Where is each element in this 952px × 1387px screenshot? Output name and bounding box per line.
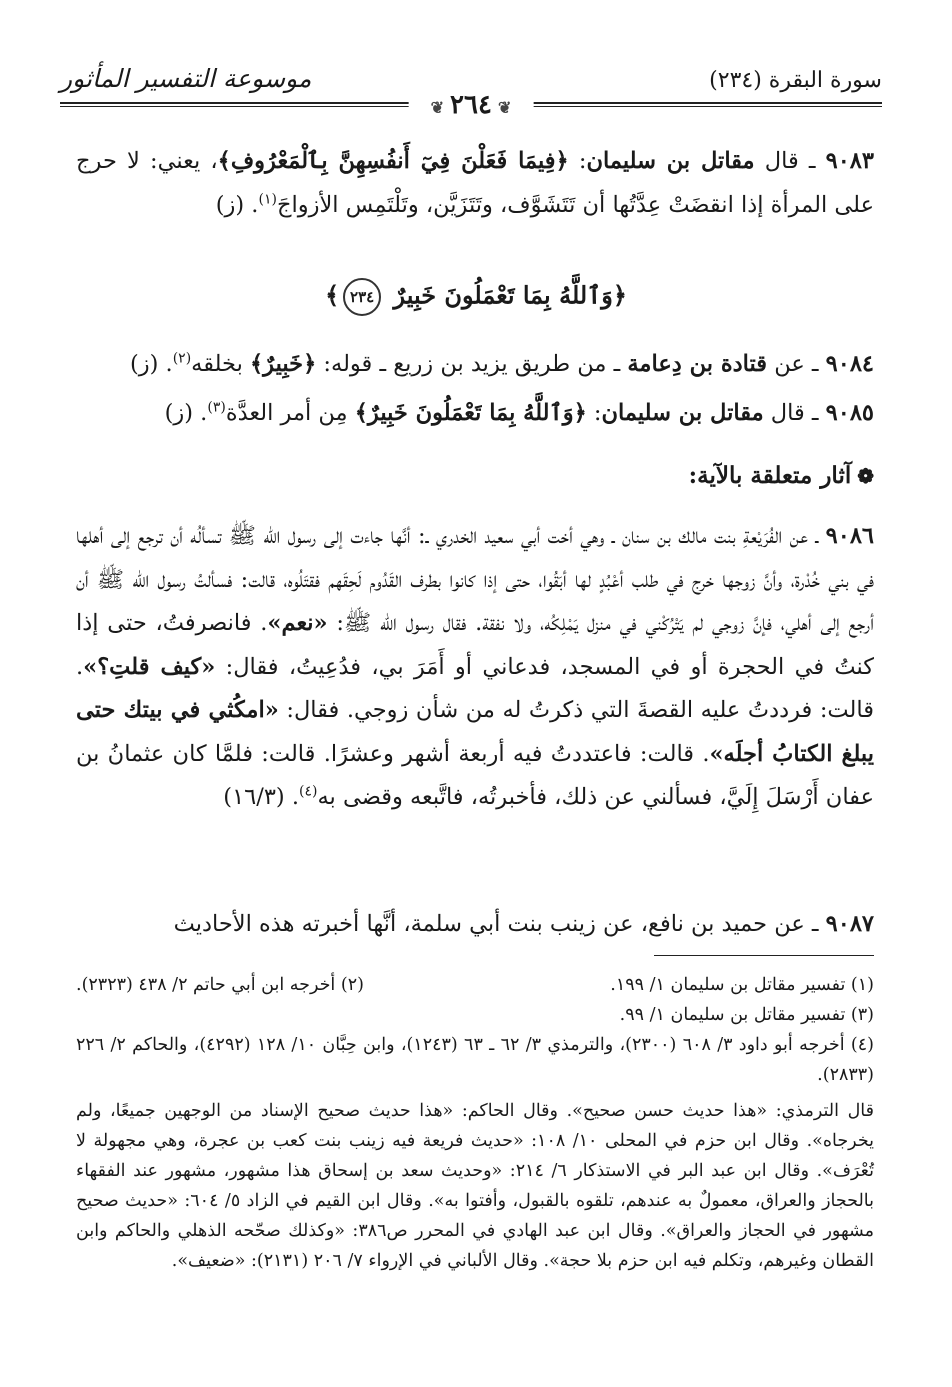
hadith-quote: «امكُثي في بيتك حتى يبلغ الكتابُ أجلَه»: [76, 697, 874, 767]
footnote-ref: (٤): [299, 783, 318, 800]
narrator-name: قتادة بن دِعامة: [627, 351, 768, 377]
hadith-quote: «كيف قلتِ؟»: [83, 653, 216, 680]
footnotes: [76, 970, 874, 1276]
entry-intro: ـ قال: [763, 400, 826, 426]
footnote-ref: (٣): [207, 399, 226, 416]
entry-number: ٩٠٨٦: [825, 523, 874, 549]
section-heading: [689, 462, 874, 489]
footnote-rule: [654, 955, 874, 956]
hadith-quote: «نعم»: [267, 610, 328, 636]
entry-text: . فانصرفتُ، حتى إذا كنتُ في الحجرة أو في المسجد، فدعاني أو أَمَرَ بي، فدُعِيتُ، فقال:: [76, 610, 874, 680]
entry-intro: ـ قال: [754, 148, 826, 174]
entry-9086: [76, 515, 874, 820]
entry-colon: :: [568, 148, 587, 174]
page-number: [409, 90, 534, 120]
entry-text: مِن أمر العدَّة: [225, 400, 355, 426]
footnote-row: [76, 970, 874, 1000]
entry-text: . قالت: فرددتُ عليه القصةَ التي ذكرتُ له من شأن زوجي. فقال:: [76, 653, 874, 723]
ornament-icon: ❦: [497, 98, 512, 117]
entry-text-2: بخلقه: [191, 351, 250, 377]
entry-number: ٩٠٨٤: [825, 351, 874, 377]
entry-text: . قالت: فاعتددتُ فيه أربعة أشهر وعشرًا. قالت: فلمَّا كان عثمانُ بن عفان أَرْسَلَ إِلَيَّ، فسألني عن ذلك، فأخبرتُه، فاتَّبعه وقضى به: [76, 740, 874, 810]
footnote-4: (٤) أخرجه أبو داود ٣/ ٦٠٨ (٢٣٠٠)، والترمذي ٣/ ٦٢ ـ ٦٣ (١٢٤٣)، وابن حِبَّان ١٠/ ١٢٨ (٤٢٩٢)، والحاكم ٢/ ٢٢٦ (٢٨٣٣).: [76, 1035, 874, 1085]
surah-title: سورة البقرة (٢٣٤): [709, 68, 882, 93]
entry-end: . (١٦/٣): [223, 784, 299, 810]
verse-text: ﴿وَٱللَّهُ بِمَا تَعْمَلُونَ خَبِيرٌ: [393, 280, 627, 310]
entry-number: ٩٠٨٣: [825, 148, 874, 174]
verse-heading: [0, 278, 952, 316]
page-number-text: ٢٦٤: [450, 90, 492, 120]
entry-9083: [76, 140, 874, 227]
entry-end: . (ز): [164, 400, 208, 426]
entry-number: ٩٠٨٧: [825, 911, 874, 937]
entry-text: ـ من طريق يزيد بن زريع ـ قوله:: [316, 351, 628, 377]
footnote-ref: (١): [258, 191, 277, 207]
footnote-1: (١) تفسير مقاتل بن سليمان ١/ ١٩٩.: [610, 975, 874, 995]
quran-quote: ﴿وَٱللَّهُ بِمَا تَعْمَلُونَ خَبِيرٌ﴾: [354, 400, 587, 426]
page-header: [60, 62, 882, 120]
narrator-name: مقاتل بن سليمان: [601, 400, 764, 426]
quran-quote: ﴿خَبِيرٌ﴾: [250, 351, 317, 377]
entry-end: . (ز): [215, 191, 259, 218]
ayah-number: ٢٣٤: [343, 278, 381, 316]
footnote-3: (٣) تفسير مقاتل بن سليمان ١/ ٩٩.: [619, 1005, 874, 1025]
entry-intro: ـ عن: [767, 351, 826, 377]
section-heading-text: آثار متعلقة بالآية:: [688, 462, 852, 489]
entry-end: . (ز): [129, 351, 173, 377]
entry-text: ـ عن الفُرَيْعةِ بنت مالك بن سنان ـ وهي أخت أبي سعيد الخدري ـ: أنَّها جاءت إلى رسول الله ﷺ تسألُه أن ترجع إلى أهلها في بني خُدْرة، وأنَّ زوجها خرج في طلب أعْبُدٍ لها أبَقُوا، حتى إذا كانوا بطرف القَدُوم لَحِقَهم فقتَلُوه، قالت: فسألتُ رسول الله ﷺ أن أرجع إلى أهلي، فإنَّ زوجي لم يَتْرُكْني في منزل يَمْلِكُه، ولا نفقة. فقال رسول الله ﷺ:: [76, 523, 874, 636]
entry-colon: :: [586, 400, 602, 426]
ornament-icon: ❦: [430, 98, 445, 117]
entry-text: ـ عن حميد بن نافع، عن زينب بنت أبي سلمة، أنَّها أخبرته هذه الأحاديث: [173, 911, 826, 937]
book-title: موسوعة التفسير المأثور: [60, 64, 312, 93]
narrator-name: مقاتل بن سليمان: [586, 148, 755, 174]
footnote-2: (٢) أخرجه ابن أبي حاتم ٢/ ٤٣٨ (٢٣٢٣).: [76, 975, 364, 995]
quran-quote: ﴿فِيمَا فَعَلْنَ فِيٓ أَنفُسِهِنَّ بِٱلْمَعْرُوفِ﴾: [217, 148, 569, 174]
entry-9087: [76, 903, 874, 947]
entry-9084: [76, 343, 874, 387]
entry-text: ، يعني: لا حرج على المرأة إذا انقضَتْ عِدَّتُها أن تَتَشَوَّف، وتَتَزَيَّن، وتَلْتَمِس الأزواجَ: [76, 148, 874, 218]
verse-close: ﴾: [325, 280, 340, 310]
entry-number: ٩٠٨٥: [825, 400, 874, 426]
footnote-4-commentary: قال الترمذي: «هذا حديث حسن صحيح». وقال الحاكم: «هذا حديث صحيح الإسناد من الوجهين جميعًا، ولم يخرجاه». وقال ابن حزم في المحلى ١٠/ ١٠٨: «حديث فريعة فيه زينب بنت كعب بن عجرة، وهي مجهولة لا تُعْرَف». وقال ابن عبد البر في الاستذكار ٦/ ٢١٤: «وحديث سعد بن إسحاق هذا مشهور، مشهور عند الفقهاء بالحجاز والعراق، معمولٌ به عندهم، تلقوه بالقبول، وأفتوا به». وقال ابن القيم في الزاد ٥/ ٦٠٤: «حديث صحيح مشهور في الحجاز والعراق». وقال ابن عبد الهادي في المحرر ص٣٨٦: «وكذلك صحّحه الذهلي والحاكم وابن القطان وغيرهم، وتكلم فيه ابن حزم بلا حجة». وقال الألباني في الإرواء ٧/ ٢٠٦ (٢١٣١): «ضعيف».: [76, 1101, 874, 1271]
entry-9085: [76, 392, 874, 436]
flower-icon: ❁: [857, 464, 874, 488]
footnote-ref: (٢): [172, 350, 192, 367]
